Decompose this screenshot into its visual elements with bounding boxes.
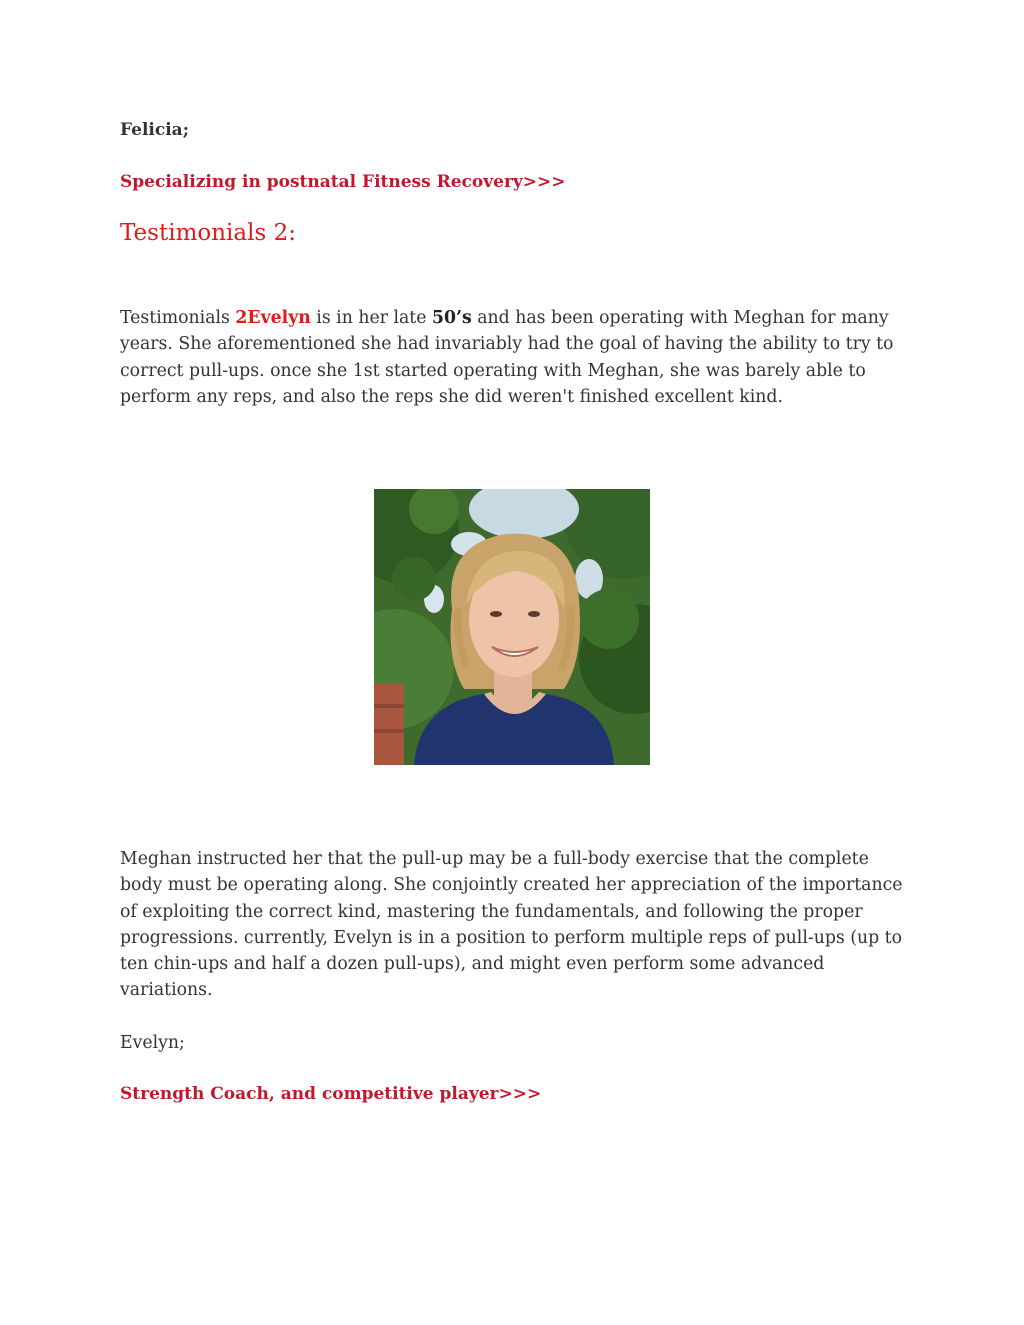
evelyn-photo (374, 489, 650, 765)
signature-felicia: Felicia; (120, 120, 189, 140)
portrait-image (374, 489, 650, 765)
testimonial-paragraph-1 (120, 305, 910, 410)
para-1-mid: is in her late (310, 308, 432, 328)
para-1-rest: and has been operating with Meghan for many years. She aforementioned she had invariably had the goal of having the ability to try to correct pull-ups. once she 1st started operating with Meghan, she was barely able to perform any reps, and also the reps she did weren't finished excellent kind. (120, 308, 894, 407)
testimonial-paragraph-2: Meghan instructed her that the pull-up may be a full-body exercise that the complete body must be operating along. She conjointly created her appreciation of the importance of exploiting the correct kind, mastering the fundamentals, and following the proper progressions. currently, Evelyn is in a position to perform multiple reps of pull-ups (up to ten chin-ups and half a dozen pull-ups), and might even perform some advanced variations. (120, 849, 903, 1001)
para-1-prefix: Testimonials (120, 308, 236, 328)
section-heading: Testimonials 2: (120, 220, 296, 246)
evelyn-name-highlight: 2Evelyn (235, 308, 311, 328)
strength-coach-link[interactable]: Strength Coach, and competitive player>>> (120, 1084, 542, 1104)
postnatal-fitness-link[interactable]: Specializing in postnatal Fitness Recovery>>> (120, 172, 566, 192)
age-highlight: 50’s (431, 308, 472, 328)
signature-evelyn: Evelyn; (120, 1033, 185, 1053)
